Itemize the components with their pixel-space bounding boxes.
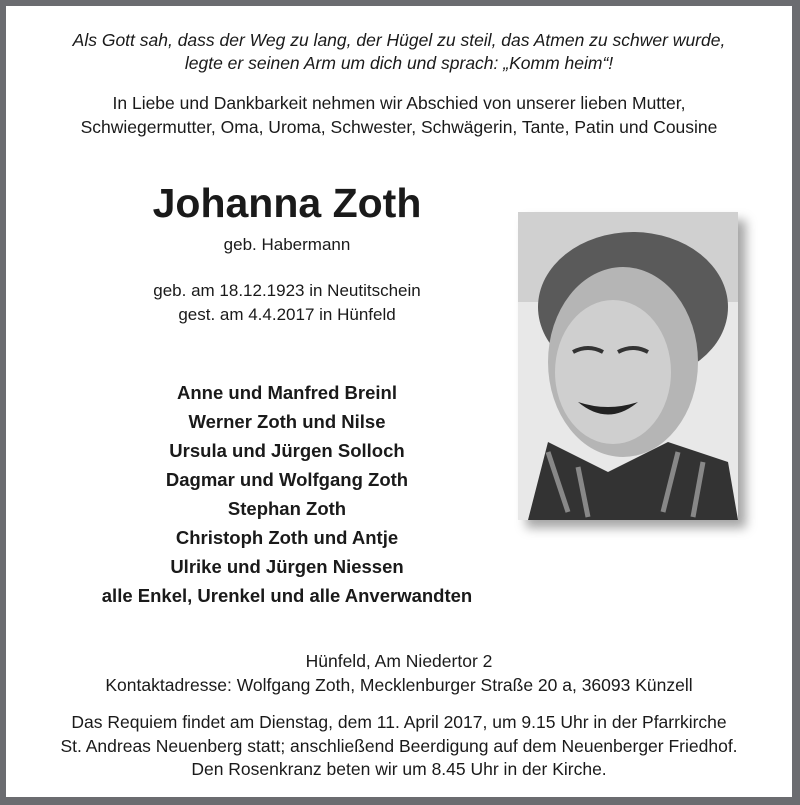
portrait-photo xyxy=(518,212,738,520)
family-member: Dagmar und Wolfgang Zoth xyxy=(165,469,409,490)
family-member: Ulrike und Jürgen Niessen xyxy=(170,556,404,577)
death-date: gest. am 4.4.2017 in Hünfeld xyxy=(178,305,396,324)
family-member: alle Enkel, Urenkel und alle Anverwandten xyxy=(101,585,473,606)
intro-line-2: Schwiegermutter, Oma, Uroma, Schwester, Schwägerin, Tante, Patin und Cousine xyxy=(80,117,718,137)
family-member: Christoph Zoth und Antje xyxy=(175,527,399,548)
quote-line-2: legte er seinen Arm um dich und sprach: „Komm heim“! xyxy=(184,53,614,73)
contact-address: Kontaktadresse: Wolfgang Zoth, Mecklenburger Straße 20 a, 36093 Künzell xyxy=(105,675,693,695)
service-line-2: St. Andreas Neuenberg statt; anschließend Beerdigung auf dem Neuenberger Friedhof. xyxy=(60,736,738,756)
family-member: Werner Zoth und Nilse xyxy=(188,411,386,432)
family-member: Stephan Zoth xyxy=(227,498,347,519)
deceased-name: Johanna Zoth xyxy=(152,180,422,226)
maiden-name: geb. Habermann xyxy=(223,235,351,254)
family-member: Ursula und Jürgen Solloch xyxy=(169,440,405,461)
service-line-3: Den Rosenkranz beten wir um 8.45 Uhr in der Kirche. xyxy=(191,759,607,779)
quote-line-1: Als Gott sah, dass der Weg zu lang, der Hügel zu steil, das Atmen zu schwer wurde, xyxy=(72,30,726,50)
address-line-1: Hünfeld, Am Niedertor 2 xyxy=(305,651,493,671)
intro-line-1: In Liebe und Dankbarkeit nehmen wir Abschied von unserer lieben Mutter, xyxy=(112,93,686,113)
obituary-card xyxy=(6,6,792,797)
family-member: Anne und Manfred Breinl xyxy=(177,382,397,403)
service-line-1: Das Requiem findet am Dienstag, dem 11. April 2017, um 9.15 Uhr in der Pfarrkirche xyxy=(71,712,727,732)
birth-date: geb. am 18.12.1923 in Neutitschein xyxy=(153,281,421,300)
